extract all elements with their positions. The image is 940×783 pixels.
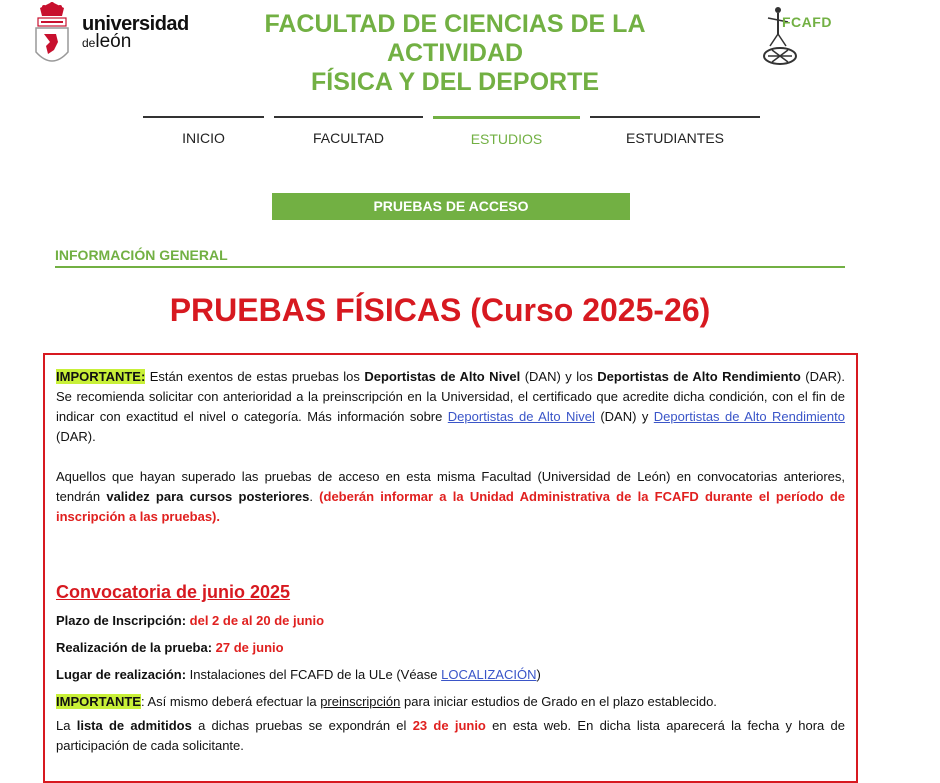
faculty-title-line2: FÍSICA Y DEL DEPORTE	[310, 68, 600, 96]
notice-paragraph-1: IMPORTANTE: Están exentos de estas pruebas los Deportistas de Alto Nivel (DAN) y los Deportistas de Alto Rendimiento (DAR). Se recomienda solicitar con anterioridad a la preinscripción en la Universidad, el certificado que acredite dicha condición, con el fin de indicar con exactitud el nivel o categoría. Más información sobre Deportistas de Alto Nivel (DAN) y Deportistas de Alto Rendimiento (DAR).	[56, 369, 845, 444]
notice-paragraph-2: Aquellos que hayan superado las pruebas de acceso en esta misma Facultad (Universidad de León) en convocatorias anteriores, tendrán validez para cursos posteriores. (deberán informar a la Unidad Administrativa de la FCAFD durante el período de inscripción a las pruebas).	[56, 469, 846, 524]
important-badge: IMPORTANTE:	[56, 369, 146, 384]
nav-item-estudiantes[interactable]: ESTUDIANTES	[590, 116, 760, 154]
dar-link[interactable]: Deportistas de Alto Rendimiento	[653, 409, 845, 424]
importante-row: IMPORTANTE: Así mismo deberá efectuar la preinscripción para iniciar estudios de Grado en el plazo establecido.	[56, 694, 717, 709]
fcafd-logo[interactable]	[754, 0, 850, 70]
lugar-row: Lugar de realización: Instalaciones del FCAFD de la ULe (Véase LOCALIZACIÓN)	[56, 667, 541, 682]
site-header	[0, 0, 940, 96]
fcafd-logo-text: FCAFD	[782, 14, 832, 30]
ule-line2-prefix: de	[82, 36, 96, 50]
ule-line1: universidad	[82, 13, 189, 35]
ule-line2: león	[95, 31, 132, 52]
dan-link[interactable]: Deportistas de Alto Nivel	[447, 409, 595, 424]
ule-wordmark	[82, 13, 189, 52]
realizacion-row: Realización de la prueba: 27 de junio	[56, 640, 284, 655]
info-general-heading: INFORMACIÓN GENERAL	[55, 247, 845, 268]
fcafd-emblem-icon	[754, 0, 850, 70]
localizacion-link[interactable]: LOCALIZACIÓN	[441, 667, 537, 682]
plazo-row: Plazo de Inscripción: del 2 de al 20 de junio	[56, 613, 325, 628]
faculty-title	[195, 10, 715, 97]
ule-logo[interactable]	[32, 2, 189, 72]
nav-item-inicio[interactable]: INICIO	[143, 116, 264, 154]
faculty-title-line1: FACULTAD DE CIENCIAS DE LA ACTIVIDAD	[264, 10, 646, 67]
page-title: PRUEBAS FÍSICAS (Curso 2025-26)	[169, 292, 711, 328]
pruebas-de-acceso-button[interactable]: PRUEBAS DE ACCESO	[272, 193, 630, 220]
nav-item-facultad[interactable]: FACULTAD	[274, 116, 423, 154]
notice-box	[43, 353, 858, 783]
convocatoria-title: Convocatoria de junio 2025	[56, 582, 291, 602]
preinscripcion-link[interactable]: preinscripción	[320, 694, 401, 709]
main-nav	[143, 116, 763, 156]
ule-shield-icon	[32, 2, 72, 70]
lista-paragraph: La lista de admitidos a dichas pruebas se expondrán el 23 de junio en esta web. En dicha lista aparecerá la fecha y hora de participación de cada solicitante.	[56, 718, 845, 753]
nav-item-estudios[interactable]: ESTUDIOS	[433, 116, 580, 154]
important-badge-2: IMPORTANTE	[56, 694, 141, 709]
